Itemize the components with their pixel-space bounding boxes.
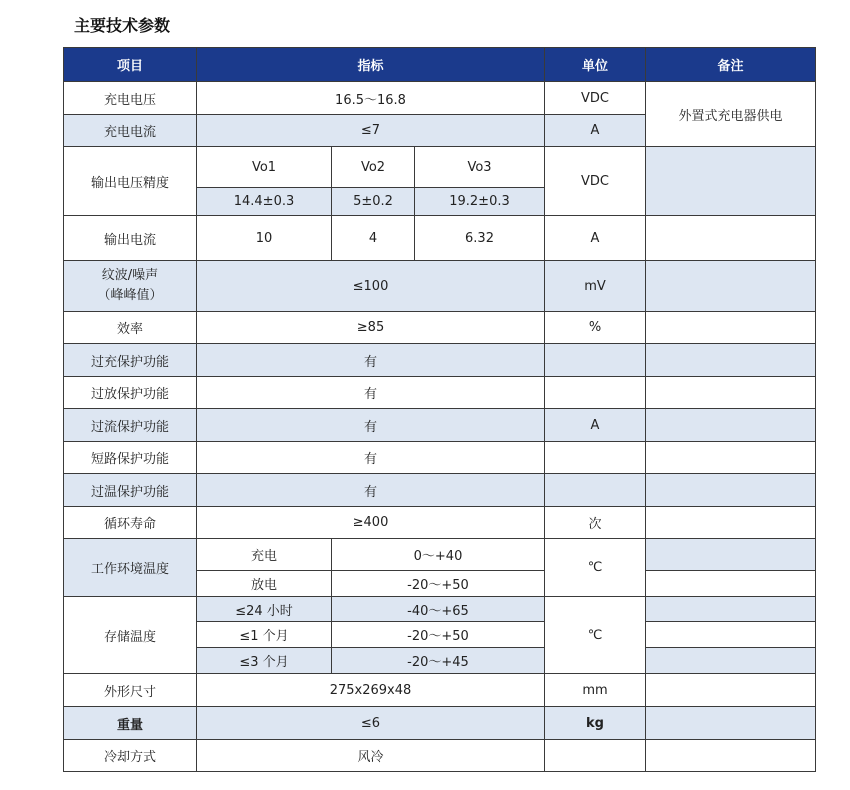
sub-condition: 充电 [197,539,332,571]
row-label: 过充保护功能 [64,344,197,377]
row-unit: % [545,312,646,344]
row-value: 风冷 [197,740,545,772]
row-label: 重量 [64,707,197,740]
row-value: 有 [197,409,545,442]
row-note [646,622,816,648]
row-label: 输出电压精度 [64,147,197,216]
sub-condition: ≤24 小时 [197,597,332,622]
sub-head-vo1: Vo1 [197,147,332,188]
sub-value: 0～+40 [332,539,545,571]
sub-value-vo2: 4 [332,216,415,261]
row-unit [545,740,646,772]
row-unit [545,344,646,377]
row-label: 效率 [64,312,197,344]
header-note: 备注 [646,48,816,82]
row-unit: VDC [545,82,646,115]
row-note [646,261,816,312]
table-row [64,474,816,507]
row-label: 输出电流 [64,216,197,261]
table-row [64,740,816,772]
header-item: 项目 [64,48,197,82]
table-row [64,82,816,115]
row-label: 循环寿命 [64,507,197,539]
row-unit [545,442,646,474]
table-row [64,216,816,261]
row-value: 275x269x48 [197,674,545,707]
row-value: ≥85 [197,312,545,344]
table-row [64,442,816,474]
row-unit [545,377,646,409]
sub-value: -20～+50 [332,622,545,648]
row-unit: ℃ [545,539,646,597]
row-label: 工作环境温度 [64,539,197,597]
sub-value: -40～+65 [332,597,545,622]
row-unit: ℃ [545,597,646,674]
sub-value: -20～+50 [332,571,545,597]
header-spec: 指标 [197,48,545,82]
row-value: ≤7 [197,115,545,147]
sub-value-vo2: 5±0.2 [332,188,415,216]
row-note [646,740,816,772]
row-label: 充电电流 [64,115,197,147]
row-note [646,312,816,344]
row-label: 冷却方式 [64,740,197,772]
row-unit: kg [545,707,646,740]
sub-head-vo3: Vo3 [415,147,545,188]
table-row [64,147,816,188]
row-note [646,707,816,740]
row-note [646,507,816,539]
row-unit [545,474,646,507]
row-label: 过流保护功能 [64,409,197,442]
row-unit: mV [545,261,646,312]
row-value: 有 [197,344,545,377]
row-note [646,648,816,674]
row-note [646,474,816,507]
table-row [64,707,816,740]
page-title: 主要技术参数 [74,16,171,35]
row-note [646,597,816,622]
row-value: 有 [197,377,545,409]
sub-condition: ≤3 个月 [197,648,332,674]
row-label: 存储温度 [64,597,197,674]
row-note [646,571,816,597]
row-note [646,216,816,261]
row-label [64,261,197,312]
row-unit: A [545,115,646,147]
row-value: 有 [197,474,545,507]
row-unit: mm [545,674,646,707]
row-label-line1: 纹波/噪声 [101,268,159,283]
row-note [646,442,816,474]
row-note [646,377,816,409]
row-label: 充电电压 [64,82,197,115]
sub-condition: 放电 [197,571,332,597]
row-note [646,409,816,442]
row-value: ≤6 [197,707,545,740]
table-row [64,507,816,539]
row-label: 过温保护功能 [64,474,197,507]
row-value: 16.5～16.8 [197,82,545,115]
row-note: 外置式充电器供电 [646,82,816,147]
row-note [646,344,816,377]
row-unit: A [545,216,646,261]
table-row [64,261,816,312]
table-row [64,377,816,409]
table-row [64,344,816,377]
row-value: 有 [197,442,545,474]
table-row [64,312,816,344]
sub-value-vo1: 14.4±0.3 [197,188,332,216]
row-value: ≤100 [197,261,545,312]
row-label: 短路保护功能 [64,442,197,474]
sub-value-vo3: 19.2±0.3 [415,188,545,216]
row-label-line2: （峰峰值） [97,288,163,303]
row-unit: 次 [545,507,646,539]
sub-head-vo2: Vo2 [332,147,415,188]
row-unit: VDC [545,147,646,216]
sub-value-vo1: 10 [197,216,332,261]
row-note [646,147,816,216]
spec-table-container [63,47,816,772]
sub-value: -20～+45 [332,648,545,674]
sub-condition: ≤1 个月 [197,622,332,648]
table-row [64,409,816,442]
sub-value-vo3: 6.32 [415,216,545,261]
table-row [64,597,816,622]
table-header-row [64,48,816,82]
row-note [646,674,816,707]
table-row [64,539,816,571]
row-label: 过放保护功能 [64,377,197,409]
row-unit: A [545,409,646,442]
row-note [646,539,816,571]
row-label: 外形尺寸 [64,674,197,707]
spec-table [63,47,816,772]
header-unit: 单位 [545,48,646,82]
row-value: ≥400 [197,507,545,539]
table-row [64,674,816,707]
